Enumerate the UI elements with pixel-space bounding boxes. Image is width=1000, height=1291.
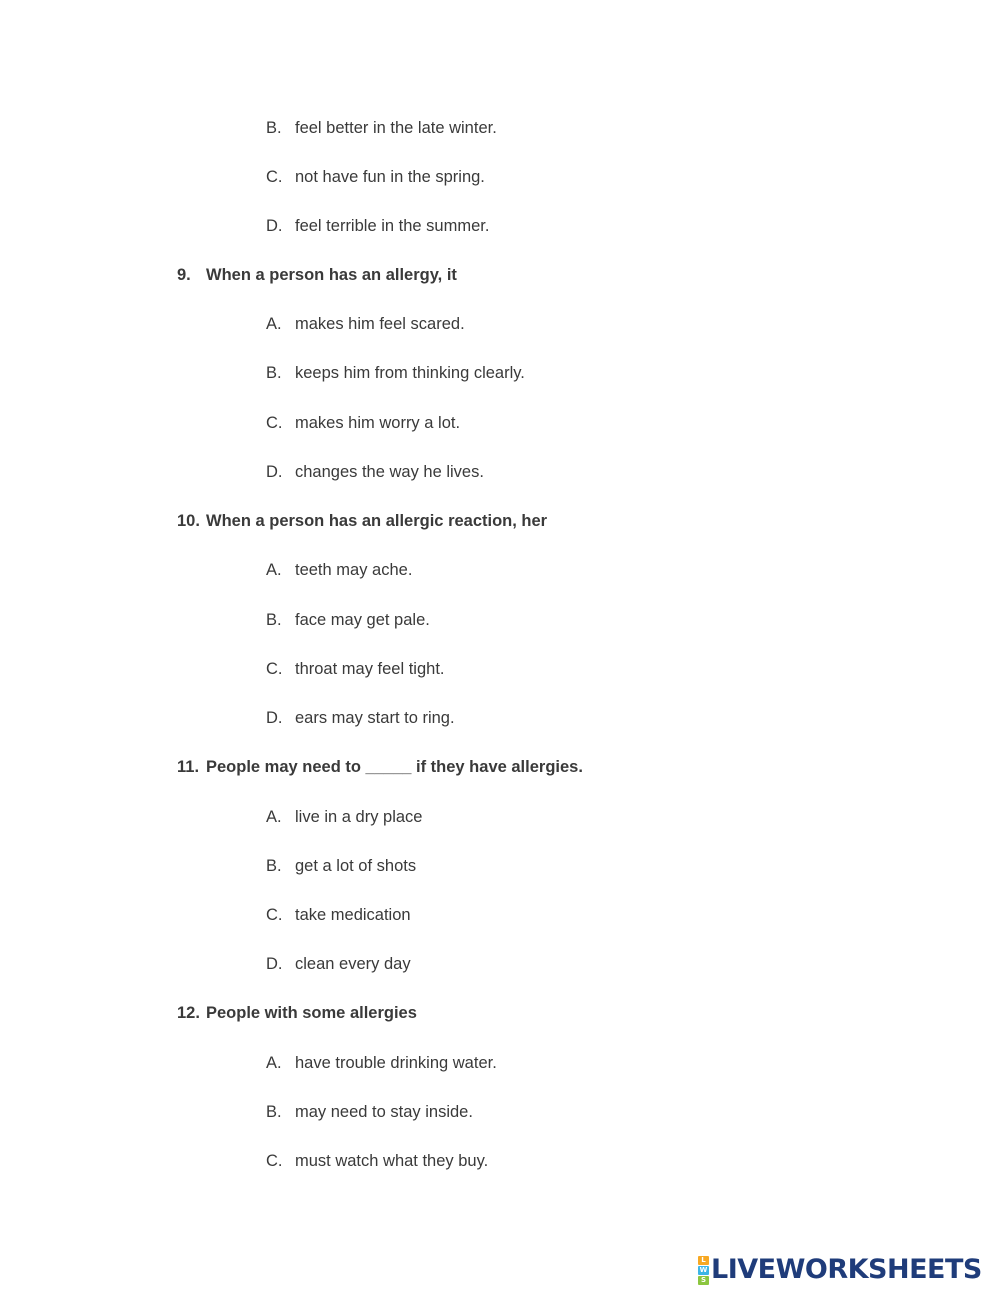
option-text: face may get pale. [295, 611, 430, 629]
option-letter: D. [266, 463, 283, 481]
option-letter: B. [266, 611, 282, 629]
liveworksheets-logo [698, 1255, 982, 1285]
option-text: keeps him from thinking clearly. [295, 364, 525, 382]
option-letter: A. [266, 315, 282, 333]
question-text: When a person has an allergic reaction, her [206, 512, 548, 530]
option-letter: A. [266, 808, 282, 826]
option-text: must watch what they buy. [295, 1152, 489, 1170]
logo-blocks-icon [698, 1256, 709, 1285]
question-number: 12. [177, 1004, 200, 1022]
option-text: clean every day [295, 955, 411, 973]
option-letter: B. [266, 119, 282, 137]
option-letter: A. [266, 1054, 282, 1072]
option-letter: C. [266, 660, 283, 678]
question-text: When a person has an allergy, it [206, 266, 457, 284]
option-text: get a lot of shots [295, 857, 417, 875]
question-text: People may need to _____ if they have allergies. [206, 758, 583, 776]
logo-block-w: W [699, 1265, 708, 1274]
logo-block-s: S [698, 1276, 709, 1285]
option-text: may need to stay inside. [295, 1103, 473, 1121]
option-letter: D. [266, 709, 283, 727]
option-letter: D. [266, 217, 283, 235]
option-letter: B. [266, 1103, 282, 1121]
question-number: 10. [177, 512, 200, 530]
option-text: changes the way he lives. [295, 463, 484, 481]
logo-text: LIVEWORKSHEETS [711, 1254, 982, 1285]
question-number: 9. [177, 266, 191, 284]
option-text: live in a dry place [295, 808, 423, 826]
question-number: 11. [177, 758, 200, 776]
option-text: teeth may ache. [295, 561, 413, 579]
option-text: feel terrible in the summer. [295, 217, 490, 235]
option-text: makes him worry a lot. [295, 414, 461, 432]
option-text: makes him feel scared. [295, 315, 465, 333]
option-letter: C. [266, 168, 283, 186]
option-text: have trouble drinking water. [295, 1054, 497, 1072]
option-text: throat may feel tight. [295, 660, 445, 678]
option-letter: C. [266, 906, 283, 924]
option-text: take medication [295, 906, 411, 924]
option-text: feel better in the late winter. [295, 119, 497, 137]
option-letter: B. [266, 364, 282, 382]
logo-block-l: L [698, 1256, 709, 1265]
option-letter: D. [266, 955, 283, 973]
option-letter: C. [266, 1152, 283, 1170]
option-letter: C. [266, 414, 283, 432]
option-text: ears may start to ring. [295, 709, 455, 727]
question-text: People with some allergies [206, 1004, 417, 1022]
option-letter: B. [266, 857, 282, 875]
option-text: not have fun in the spring. [295, 168, 485, 186]
option-letter: A. [266, 561, 282, 579]
